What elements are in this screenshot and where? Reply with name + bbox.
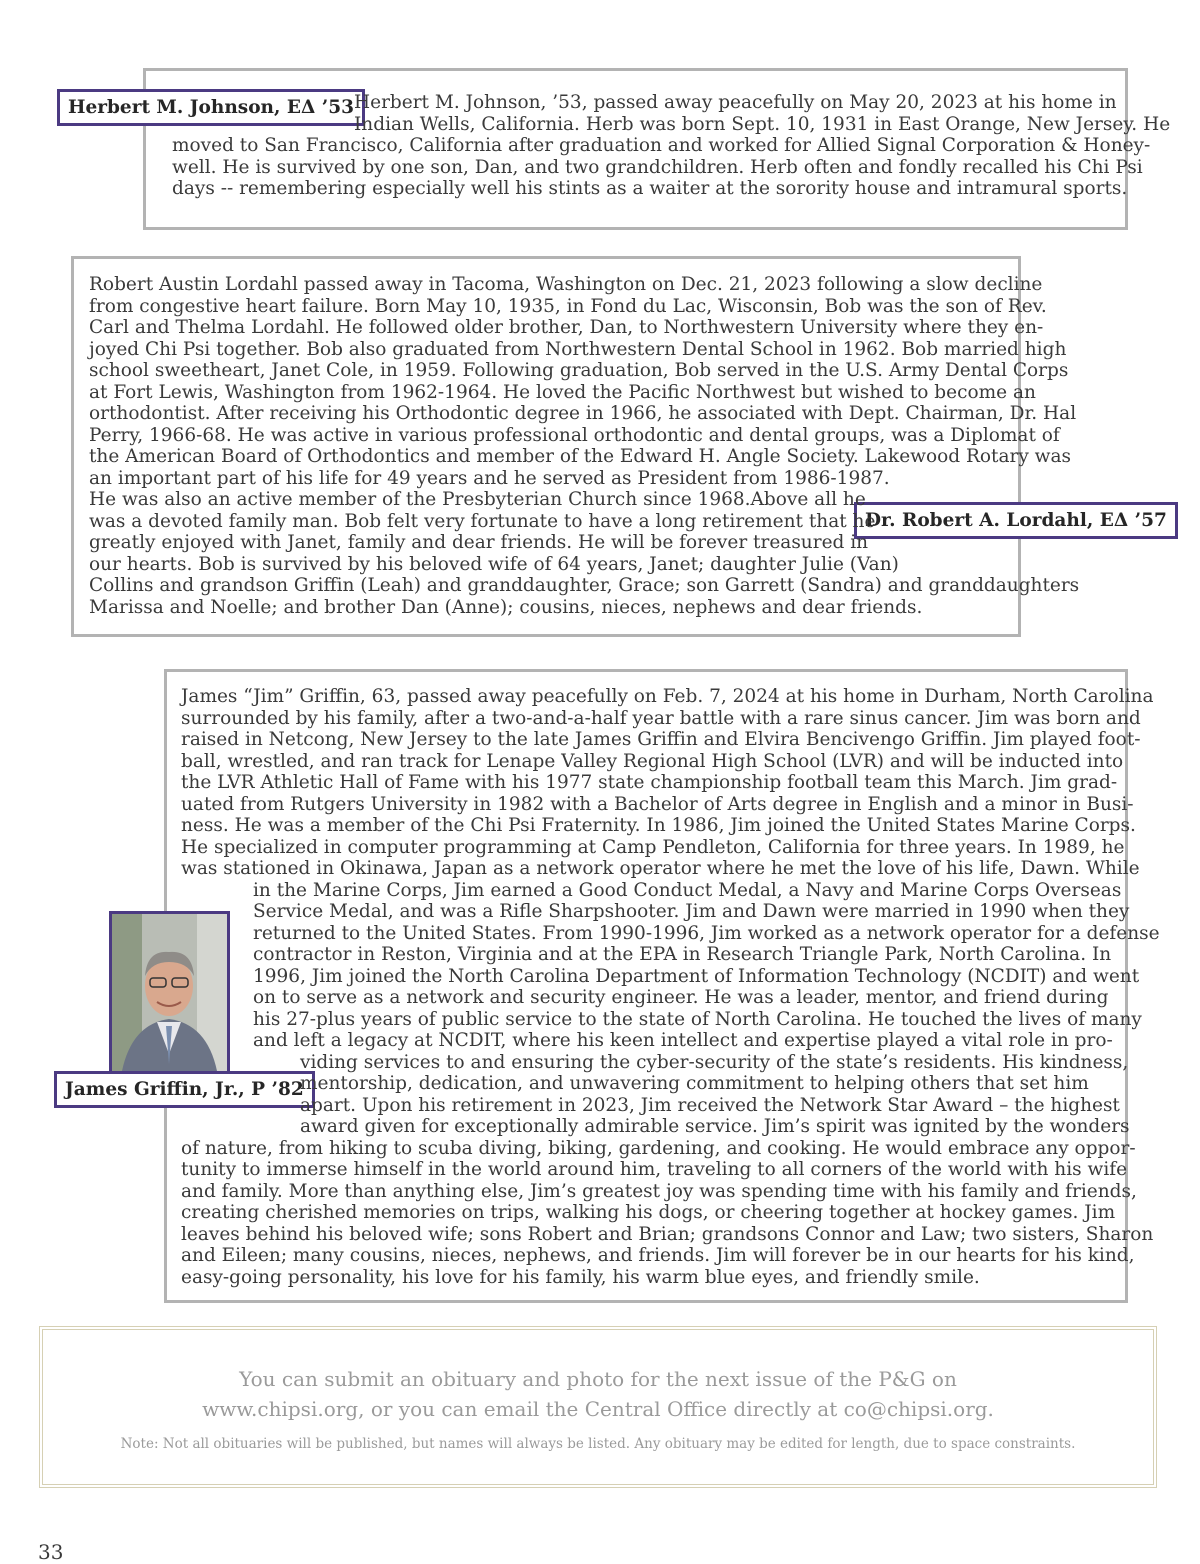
text-line: James “Jim” Griffin, 63, passed away peacefully on Feb. 7, 2024 at his home in Durham, North Carolina bbox=[181, 686, 1154, 707]
text-line: tunity to immerse himself in the world around him, traveling to all corners of the world with his wife bbox=[181, 1159, 1128, 1180]
name-tag-lordahl: Dr. Robert A. Lordahl, EΔ ’57 bbox=[854, 502, 1178, 539]
name-tag-griffin: James Griffin, Jr., P ’82 bbox=[54, 1071, 315, 1108]
text-line: Marissa and Noelle; and brother Dan (Anne); cousins, nieces, nephews and dear friends. bbox=[89, 596, 923, 618]
text-line: He was also an active member of the Presbyterian Church since 1968.Above all he bbox=[89, 489, 866, 510]
text-line: ball, wrestled, and ran track for Lenape Valley Regional High School (LVR) and will be inducted into bbox=[181, 750, 1124, 772]
text-line: uated from Rutgers University in 1982 with a Bachelor of Arts degree in English and a minor in Busi- bbox=[181, 793, 1134, 815]
text-line: mentorship, dedication, and unwavering commitment to helping others that set him bbox=[300, 1073, 1089, 1094]
text-line: Perry, 1966-68. He was active in various professional orthodontic and dental groups, was a Diplomat of bbox=[89, 424, 1060, 446]
text-line: returned to the United States. From 1990-1996, Jim worked as a network operator for a defense bbox=[253, 922, 1160, 944]
text-line: days -- remembering especially well his stints as a waiter at the sorority house and intramural sports. bbox=[172, 178, 1128, 199]
text-line: our hearts. Bob is survived by his beloved wife of 64 years, Janet; daughter Julie (Van) bbox=[89, 553, 899, 575]
text-line: apart. Upon his retirement in 2023, Jim received the Network Star Award – the highest bbox=[300, 1094, 1120, 1116]
text-line: the American Board of Orthodontics and member of the Edward H. Angle Society. Lakewood Rotary was bbox=[89, 446, 1072, 467]
text-line: and Eileen; many cousins, nieces, nephews, and friends. Jim will forever be in our hearts for his kind, bbox=[181, 1245, 1135, 1266]
text-line: greatly enjoyed with Janet, family and dear friends. He will be forever treasured in bbox=[89, 532, 869, 553]
text-line: on to serve as a network and security engineer. He was a leader, mentor, and friend during bbox=[253, 987, 1109, 1008]
text-line: surrounded by his family, after a two-and-a-half year battle with a rare sinus cancer. Jim was born and bbox=[181, 707, 1141, 729]
text-line: creating cherished memories on trips, walking his dogs, or cheering together at hockey games. Jim bbox=[181, 1202, 1116, 1223]
portrait-photo bbox=[109, 911, 230, 1074]
name-tag-johnson: Herbert M. Johnson, EΔ ’53 bbox=[57, 89, 365, 126]
text-line: easy-going personality, his love for his family, his warm blue eyes, and friendly smile. bbox=[181, 1266, 980, 1288]
text-line: at Fort Lewis, Washington from 1962-1964. He loved the Pacific Northwest but wished to become an bbox=[89, 381, 1036, 403]
text-line: joyed Chi Psi together. Bob also graduated from Northwestern Dental School in 1962. Bob married high bbox=[89, 338, 1067, 360]
text-line: of nature, from hiking to scuba diving, biking, gardening, and cooking. He would embrace any oppor- bbox=[181, 1137, 1136, 1159]
text-line: in the Marine Corps, Jim earned a Good Conduct Medal, a Navy and Marine Corps Overseas bbox=[253, 879, 1122, 901]
text-line: school sweetheart, Janet Cole, in 1959. Following graduation, Bob served in the U.S. Army Dental Corps bbox=[89, 360, 1069, 381]
text-line: Service Medal, and was a Rifle Sharpshooter. Jim and Dawn were married in 1990 when they bbox=[253, 901, 1130, 922]
text-line: orthodontist. After receiving his Orthodontic degree in 1966, he associated with Dept. Chairman, Dr. Hal bbox=[89, 403, 1077, 424]
text-line: Robert Austin Lordahl passed away in Tacoma, Washington on Dec. 21, 2023 following a slow decline bbox=[89, 274, 1043, 295]
text-line: raised in Netcong, New Jersey to the late James Griffin and Elvira Bencivengo Griffin. Jim played foot- bbox=[181, 729, 1141, 750]
text-line: Indian Wells, California. Herb was born Sept. 10, 1931 in East Orange, New Jersey. He bbox=[354, 114, 1171, 135]
submit-line-1: You can submit an obituary and photo for the next issue of the P&G on bbox=[239, 1367, 957, 1391]
text-line: award given for exceptionally admirable service. Jim’s spirit was ignited by the wonders bbox=[300, 1116, 1130, 1137]
portrait-image bbox=[112, 914, 227, 1071]
text-line: ness. He was a member of the Chi Psi Fraternity. In 1986, Jim joined the United States Marine Corps. bbox=[181, 815, 1136, 836]
text-line: his 27-plus years of public service to the state of North Carolina. He touched the lives of many bbox=[253, 1008, 1142, 1030]
text-line: leaves behind his beloved wife; sons Robert and Brian; grandsons Connor and Law; two sisters, Sharon bbox=[181, 1223, 1154, 1245]
text-line: from congestive heart failure. Born May 10, 1935, in Fond du Lac, Wisconsin, Bob was the son of Rev. bbox=[89, 295, 1047, 317]
text-line: moved to San Francisco, California after graduation and worked for Allied Signal Corporation & Honey- bbox=[172, 135, 1151, 156]
text-line: Carl and Thelma Lordahl. He followed older brother, Dan, to Northwestern University where they en- bbox=[89, 317, 1044, 338]
text-line: contractor in Reston, Virginia and at the EPA in Research Triangle Park, North Carolina. In bbox=[253, 944, 1112, 965]
text-line: Collins and grandson Griffin (Leah) and granddaughter, Grace; son Garrett (Sandra) and granddaughters bbox=[89, 575, 1080, 596]
text-line: viding services to and ensuring the cyber-security of the state’s residents. His kindness, bbox=[300, 1051, 1129, 1073]
text-line: and left a legacy at NCDIT, where his keen intellect and expertise played a vital role in pro- bbox=[253, 1030, 1113, 1051]
text-line: He specialized in computer programming at Camp Pendleton, California for three years. In 1989, he bbox=[181, 836, 1125, 858]
text-line: and family. More than anything else, Jim’s greatest joy was spending time with his family and friends, bbox=[181, 1180, 1137, 1202]
text-line: was stationed in Okinawa, Japan as a network operator where he met the love of his life, Dawn. While bbox=[181, 858, 1140, 879]
text-line: the LVR Athletic Hall of Fame with his 1977 state championship football team this March. Jim grad- bbox=[181, 772, 1118, 793]
text-line: an important part of his life for 49 years and he served as President from 1986-1987. bbox=[89, 467, 890, 489]
submission-notice bbox=[39, 1326, 1157, 1488]
text-line: Herbert M. Johnson, ’53, passed away peacefully on May 20, 2023 at his home in bbox=[354, 92, 1117, 113]
submit-line-2: www.chipsi.org, or you can email the Central Office directly at co@chipsi.org. bbox=[202, 1397, 994, 1421]
text-line: 1996, Jim joined the North Carolina Department of Information Technology (NCDIT) and went bbox=[253, 965, 1140, 987]
submit-note: Note: Not all obituaries will be published, but names will always be listed. Any obituary may be edited for length, due to space constraints. bbox=[120, 1436, 1076, 1452]
text-line: was a devoted family man. Bob felt very fortunate to have a long retirement that he bbox=[89, 510, 876, 532]
page-number: 33 bbox=[38, 1540, 64, 1564]
text-line: well. He is survived by one son, Dan, and two grandchildren. Herb often and fondly recalled his Chi Psi bbox=[172, 157, 1143, 178]
